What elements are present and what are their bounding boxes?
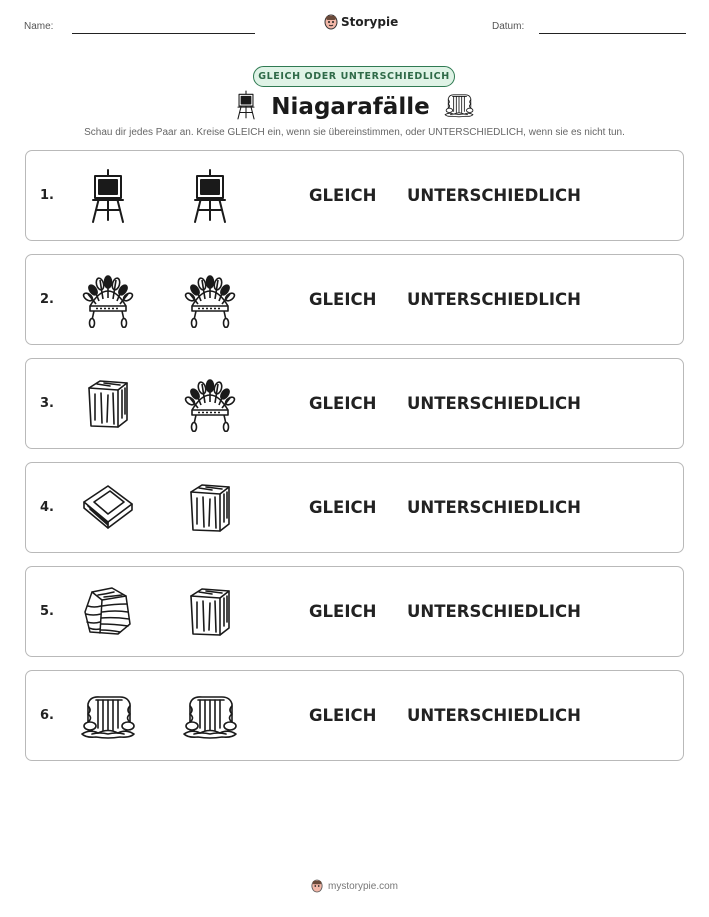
- storypie-mascot-icon: [324, 14, 338, 30]
- footer-url[interactable]: mystorypie.com: [327, 880, 398, 892]
- comparison-row-6: [25, 670, 684, 761]
- waterfall-icon: [444, 92, 474, 123]
- option-same[interactable]: GLEICH: [309, 394, 377, 413]
- waterfall-icon: [80, 688, 136, 744]
- page-footer: [0, 879, 709, 893]
- comparison-row-2: [25, 254, 684, 345]
- rock-block-icon: [182, 480, 238, 536]
- option-different[interactable]: UNTERSCHIEDLICH: [407, 394, 581, 413]
- option-same[interactable]: GLEICH: [309, 186, 377, 205]
- headdress-icon: [80, 272, 136, 328]
- brand-name: Storypie: [341, 15, 399, 29]
- storypie-mascot-icon: [311, 879, 323, 893]
- instructions-text: Schau dir jedes Paar an. Kreise GLEICH ein, wenn sie übereinstimmen, oder UNTERSCHIEDLICH, wenn sie es nicht tun.: [84, 127, 625, 138]
- name-label: Name:: [24, 21, 54, 32]
- date-line: [539, 33, 686, 34]
- option-same[interactable]: GLEICH: [309, 602, 377, 621]
- book-icon: [80, 480, 136, 536]
- waterfall-icon: [182, 688, 238, 744]
- comparison-row-3: [25, 358, 684, 449]
- option-same[interactable]: GLEICH: [309, 290, 377, 309]
- comparison-row-5: [25, 566, 684, 657]
- option-different[interactable]: UNTERSCHIEDLICH: [407, 290, 581, 309]
- row-number: 2.: [40, 292, 54, 307]
- comparison-row-1: [25, 150, 684, 241]
- option-different[interactable]: UNTERSCHIEDLICH: [407, 186, 581, 205]
- option-different[interactable]: UNTERSCHIEDLICH: [407, 602, 581, 621]
- rock-block-icon: [182, 584, 238, 640]
- brand-logo: [324, 14, 398, 30]
- page-title: Niagarafälle: [271, 94, 430, 120]
- rock-block-icon: [80, 376, 136, 432]
- comparison-row-4: [25, 462, 684, 553]
- option-different[interactable]: UNTERSCHIEDLICH: [407, 498, 581, 517]
- headdress-icon: [182, 272, 238, 328]
- date-label: Datum:: [492, 21, 525, 32]
- headdress-icon: [182, 376, 238, 432]
- row-number: 6.: [40, 708, 54, 723]
- row-number: 3.: [40, 396, 54, 411]
- row-number: 1.: [40, 188, 54, 203]
- easel-icon: [80, 168, 136, 224]
- worksheet-header: [0, 14, 709, 42]
- easel-icon: [235, 90, 257, 125]
- row-number: 4.: [40, 500, 54, 515]
- option-same[interactable]: GLEICH: [309, 498, 377, 517]
- option-same[interactable]: GLEICH: [309, 706, 377, 725]
- easel-icon: [182, 168, 238, 224]
- striped-rock-icon: [80, 584, 136, 640]
- title-row: [0, 90, 709, 124]
- row-number: 5.: [40, 604, 54, 619]
- name-line: [72, 33, 255, 34]
- option-different[interactable]: UNTERSCHIEDLICH: [407, 706, 581, 725]
- worksheet-type-badge: GLEICH ODER UNTERSCHIEDLICH: [253, 66, 455, 87]
